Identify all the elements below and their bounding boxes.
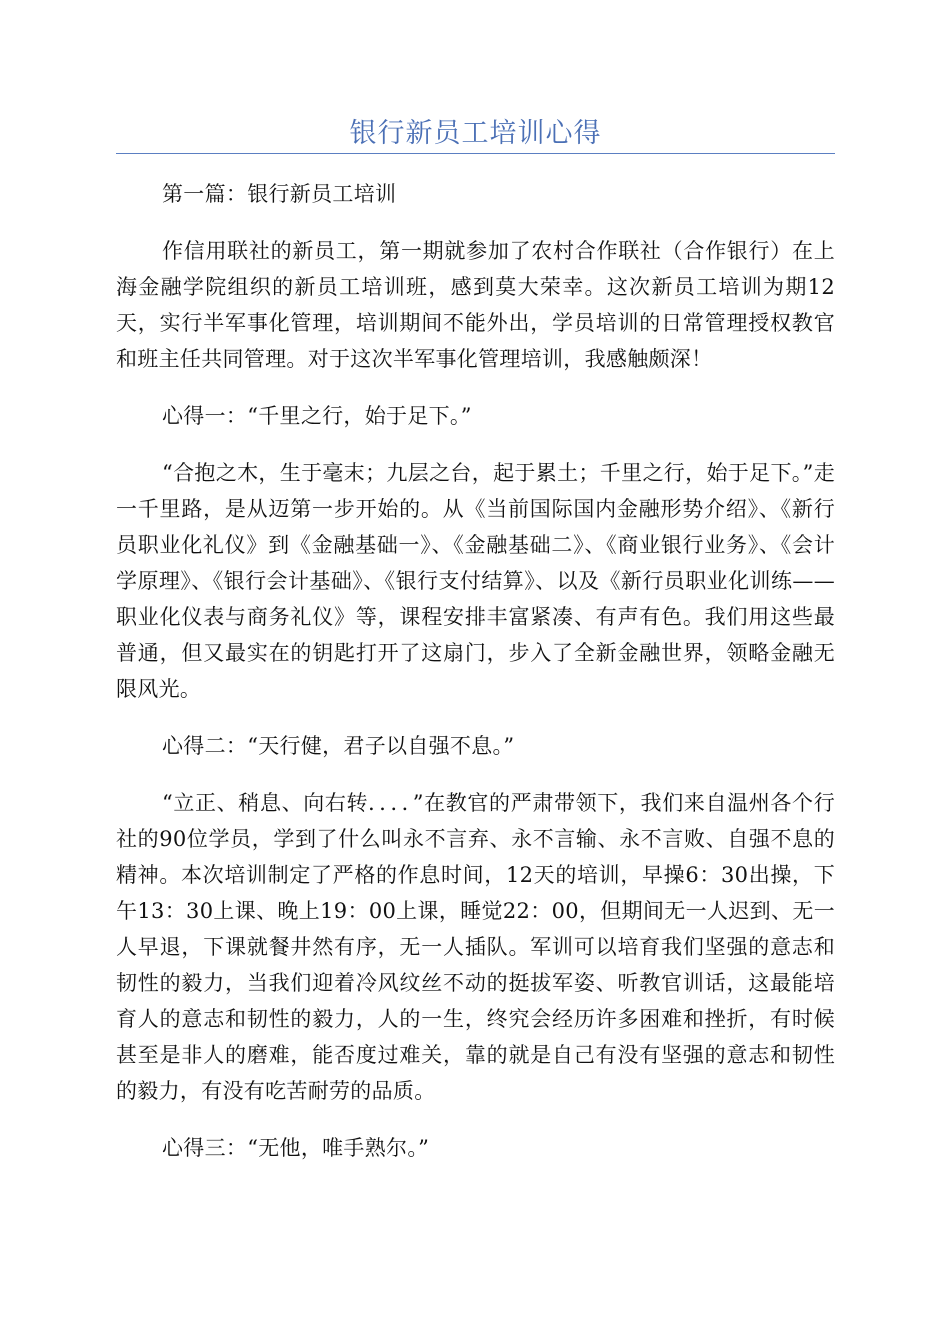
body-paragraph: “合抱之木，生于毫末；九层之台，起于累土；千里之行，始于足下。”走一千里路，是从迈第一步开始的。从《当前国际国内金融形势介绍》、《新行员职业化礼仪》到《金融基础一》、《金融基础二》、《商业银行业务》、《会计学原理》、《银行会计基础》、《银行支付结算》、以及《新行员职业化训练——职业化仪表与商务礼仪》等，课程安排丰富紧凑、有声有色。我们用这些最普通，但又最实在的钥匙打开了这扇门，步入了全新金融世界，领略金融无限风光。 [116,461,835,701]
subheading-insight-1: 心得一：“千里之行，始于足下。” [162,404,472,428]
section-heading: 第一篇：银行新员工培训 [162,182,397,206]
subheading-insight-2: 心得二：“天行健，君子以自强不息。” [162,734,515,758]
body-paragraph: 作信用联社的新员工，第一期就参加了农村合作联社（合作银行）在上海金融学院组织的新员工培训班，感到莫大荣幸。这次新员工培训为期12天，实行半军事化管理，培训期间不能外出，学员培训的日常管理授权教官和班主任共同管理。对于这次半军事化管理培训，我感触颇深！ [116,239,835,371]
document-title: 银行新员工培训心得 [349,118,602,149]
title-underline [116,153,835,154]
body-paragraph: “立正、稍息、向右转．．．．”在教官的严肃带领下，我们来自温州各个行社的90位学员，学到了什么叫永不言弃、永不言输、永不言败、自强不息的精神。本次培训制定了严格的作息时间，12天的培训，早操6：30出操，下午13：30上课、晚上19：00上课，睡觉22：00，但期间无一人迟到、无一人早退，下课就餐井然有序，无一人插队。军训可以培育我们坚强的意志和韧性的毅力，当我们迎着冷风纹丝不动的挺拔军姿、听教官训话，这最能培育人的意志和韧性的毅力，人的一生，终究会经历许多困难和挫折，有时候甚至是非人的磨难，能否度过难关，靠的就是自己有没有坚强的意志和韧性的毅力，有没有吃苦耐劳的品质。 [116,791,835,1103]
subheading-insight-3: 心得三：“无他，唯手熟尔。” [162,1136,430,1160]
document-body [116,176,835,1187]
